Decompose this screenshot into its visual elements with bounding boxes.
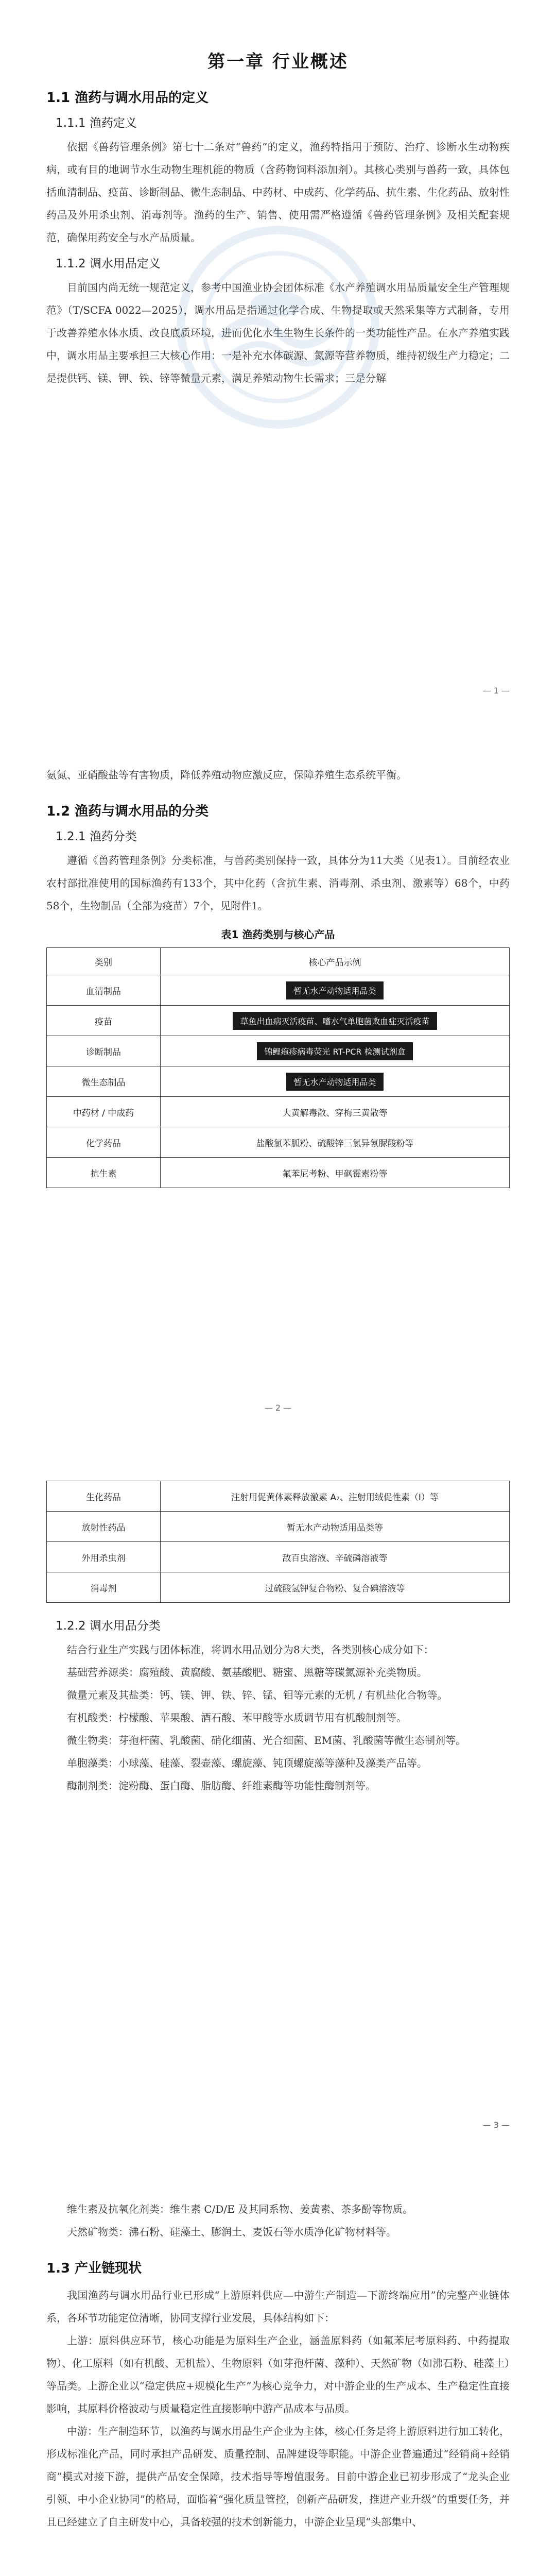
category-name-cell: 生化药品 xyxy=(47,1481,161,1512)
product-example-cell xyxy=(161,975,510,1006)
paragraph: 上游：原料供应环节，核心功能是为原料生产企业，涵盖原料药（如氟苯尼考原料药、中药提取物）、化工原料（如有机酸、无机盐）、生物原料（如芽孢杆菌、藻种）、天然矿物（如沸石粉、硅藻土）等品类。上游企业以“稳定供应+规模化生产”为核心竞争力，对中游企业的生产成本、生产稳定性直接影响，其原料价格波动与质量稳定性直接影响中游产品成本与品质。 xyxy=(46,2334,510,2415)
category-name-cell: 血清制品 xyxy=(47,975,161,1006)
table-row xyxy=(47,1097,510,1127)
table-row xyxy=(47,1481,510,1512)
paragraph: 目前国内尚无统一规范定义，参考中国渔业协会团体标准《水产养殖调水用品质量安全生产管理规范》（T/SCFA 0022—2025），调水用品是指通过化学合成、生物提取或天然采集等方式制备，专用于改善养殖水体水质、改良底质环境，进而优化水生生物生长条件的一类功能性产品。在水产养殖实践中，调水用品主要承担三大核心作用：一是补充水体碳源、氮源等营养物质，维持初级生产力稳定；二是提供钙、镁、钾、铁、锌等微量元素，满足养殖动物生长需求；三是分解 xyxy=(46,281,510,384)
product-example-text: 盐酸氯苯胍粉、硫酸锌三氯异氰脲酸粉等 xyxy=(256,1138,414,1149)
category-name-cell: 微生态制品 xyxy=(47,1066,161,1097)
paragraph: 天然矿物类：沸石粉、硅藻土、膨润土、麦饭石等水质净化矿物材料等。 xyxy=(67,2226,396,2238)
page-number: — 3 — xyxy=(482,2120,510,2130)
table-header-cell: 类别 xyxy=(47,948,161,975)
product-example-cell xyxy=(161,1036,510,1066)
paragraph: 我国渔药与调水用品行业已形成“上游原料供应—中游生产制造—下游终端应用”的完整产业链体系，各环节功能定位清晰，协同支撑行业发展，具体结构如下： xyxy=(46,2289,510,2324)
table-row xyxy=(47,1036,510,1066)
paragraph: 微生物类：芽孢杆菌、乳酸菌、硝化细菌、光合细菌、EM菌、乳酸菌等微生态制剂等。 xyxy=(67,1734,466,1747)
category-name-cell: 诊断制品 xyxy=(47,1036,161,1066)
product-example-text: 过硫酸氢钾复合物粉、复合碘溶液等 xyxy=(265,1583,405,1594)
subsection-heading-1-2-1: 1.2.1 渔药分类 xyxy=(56,830,137,843)
product-example-text: 氟苯尼考粉、甲砜霉素粉等 xyxy=(282,1168,388,1179)
table-header-row xyxy=(47,948,510,975)
product-example-text: 暂无水产动物适用品类等 xyxy=(287,1522,383,1533)
table-row xyxy=(47,1066,510,1097)
product-example-cell xyxy=(161,1572,510,1603)
subsection-heading-1-1-2: 1.1.2 调水用品定义 xyxy=(56,257,161,270)
product-example-cell xyxy=(161,1097,510,1127)
table-row xyxy=(47,1542,510,1572)
page-3 xyxy=(0,1434,556,2151)
product-example-cell xyxy=(161,1481,510,1512)
product-example-text: 大黄解毒散、穿梅三黄散等 xyxy=(282,1108,388,1118)
product-example-text: 草鱼出血病灭活疫苗、嗜水气单胞菌败血症灭活疫苗 xyxy=(233,1012,437,1030)
category-name-cell: 中药材 / 中成药 xyxy=(47,1097,161,1127)
page-4 xyxy=(0,2151,556,2576)
product-example-text: 暂无水产动物适用品类 xyxy=(286,1073,383,1091)
paragraph: 维生素及抗氧化剂类：维生素 C/D/E 及其同系物、姜黄素、茶多酚等物质。 xyxy=(67,2203,413,2215)
subsection-heading-1-2-2: 1.2.2 调水用品分类 xyxy=(56,1619,161,1633)
table-row xyxy=(47,1127,510,1158)
product-example-cell xyxy=(161,1542,510,1572)
section-heading-1-2: 1.2 渔药与调水用品的分类 xyxy=(46,804,209,819)
product-example-cell xyxy=(161,1066,510,1097)
paragraph: 遵循《兽药管理条例》分类标准，与兽药类别保持一致，具体分为11大类（见表1）。目前经农业农村部批准使用的国标渔药有133个，其中化药（含抗生素、消毒剂、杀虫剂、激素等）68个，中药58个，生物制品（全部为疫苗）7个，见附件1。 xyxy=(46,854,510,912)
paragraph: 有机酸类：柠檬酸、苹果酸、酒石酸、苯甲酸等水质调节用有机酸制剂等。 xyxy=(67,1711,407,1724)
product-example-text: 敌百虫溶液、辛硫磷溶液等 xyxy=(282,1553,388,1564)
paragraph: 微量元素及其盐类：钙、镁、钾、铁、锌、锰、钼等元素的无机 / 有机盐化合物等。 xyxy=(67,1689,448,1701)
page-number: — 2 — xyxy=(264,1403,292,1413)
page-1 xyxy=(0,0,556,717)
product-example-text: 暂无水产动物适用品类 xyxy=(286,981,383,999)
product-example-text: 锦鲤疱疹病毒荧光 RT-PCR 检测试剂盒 xyxy=(257,1042,412,1060)
page-number: — 1 — xyxy=(482,686,510,696)
chapter-title: 第一章 行业概述 xyxy=(207,52,349,72)
table-header-cell: 核心产品示例 xyxy=(161,948,510,975)
category-name-cell: 疫苗 xyxy=(47,1006,161,1036)
category-name-cell: 消毒剂 xyxy=(47,1572,161,1603)
product-example-cell xyxy=(161,1512,510,1542)
table-row xyxy=(47,1158,510,1188)
product-example-cell xyxy=(161,1127,510,1158)
table-row xyxy=(47,1006,510,1036)
category-name-cell: 化学药品 xyxy=(47,1127,161,1158)
table-row xyxy=(47,975,510,1006)
category-table xyxy=(46,947,510,1188)
paragraph: 中游：生产制造环节，以渔药与调水用品生产企业为主体，核心任务是将上游原料进行加工转化，形成标准化产品，同时承担产品研发、质量控制、品牌建设等职能。中游企业普遍通过“经销商+经销商”模式对接下游，提供产品安全保障，技术指导等增值服务。目前中游企业已初步形成了“龙头企业引领、中小企业协同”的格局，面临着“强化质量管控，创新产品研发，推进产业升级”的重要任务，并且已经建立了自主研发中心，具备较强的技术创新能力，中游企业呈现“头部集中、 xyxy=(46,2425,510,2528)
table-row xyxy=(47,1512,510,1542)
paragraph: 结合行业生产实践与团体标准，将调水用品划分为8大类，各类别核心成分如下： xyxy=(67,1643,434,1656)
category-name-cell: 抗生素 xyxy=(47,1158,161,1188)
section-heading-1-1: 1.1 渔药与调水用品的定义 xyxy=(46,90,209,106)
table-row xyxy=(47,1572,510,1603)
section-heading-1-3: 1.3 产业链现状 xyxy=(46,2261,142,2276)
paragraph: 基础营养源类：腐殖酸、黄腐酸、氨基酸肥、糖蜜、黑糖等碳氮源补充类物质。 xyxy=(67,1666,427,1679)
category-name-cell: 外用杀虫剂 xyxy=(47,1542,161,1572)
product-example-text: 注射用促黄体素释放激素 A₂、注射用绒促性素（Ⅰ）等 xyxy=(231,1492,439,1503)
page-2 xyxy=(0,717,556,1434)
table-caption: 表1 渔药类别与核心产品 xyxy=(221,928,335,941)
paragraph: 氨氮、亚硝酸盐等有害物质，降低养殖动物应激反应，保障养殖生态系统平衡。 xyxy=(46,769,407,781)
category-table-continued xyxy=(46,1481,510,1603)
paragraph: 酶制剂类：淀粉酶、蛋白酶、脂肪酶、纤维素酶等功能性酶制剂等。 xyxy=(67,1780,376,1792)
product-example-cell xyxy=(161,1006,510,1036)
paragraph: 单胞藻类：小球藻、硅藻、裂壶藻、螺旋藻、钝顶螺旋藻等藻种及藻类产品等。 xyxy=(67,1757,427,1769)
paragraph: 依据《兽药管理条例》第七十二条对“兽药”的定义，渔药特指用于预防、治疗、诊断水生动物疾病，或有目的地调节水生动物生理机能的物质（含药物饲料添加剂）。其核心类别与兽药一致，具体包括血清制品、疫苗、诊断制品、微生态制品、中药材、中成药、化学药品、抗生素、生化药品、放射性药品及外用杀虫剂、消毒剂等。渔药的生产、销售、使用需严格遵循《兽药管理条例》及相关配套规范，确保用药安全与水产品质量。 xyxy=(46,141,510,244)
subsection-heading-1-1-1: 1.1.1 渔药定义 xyxy=(56,116,137,130)
product-example-cell xyxy=(161,1158,510,1188)
category-name-cell: 放射性药品 xyxy=(47,1512,161,1542)
